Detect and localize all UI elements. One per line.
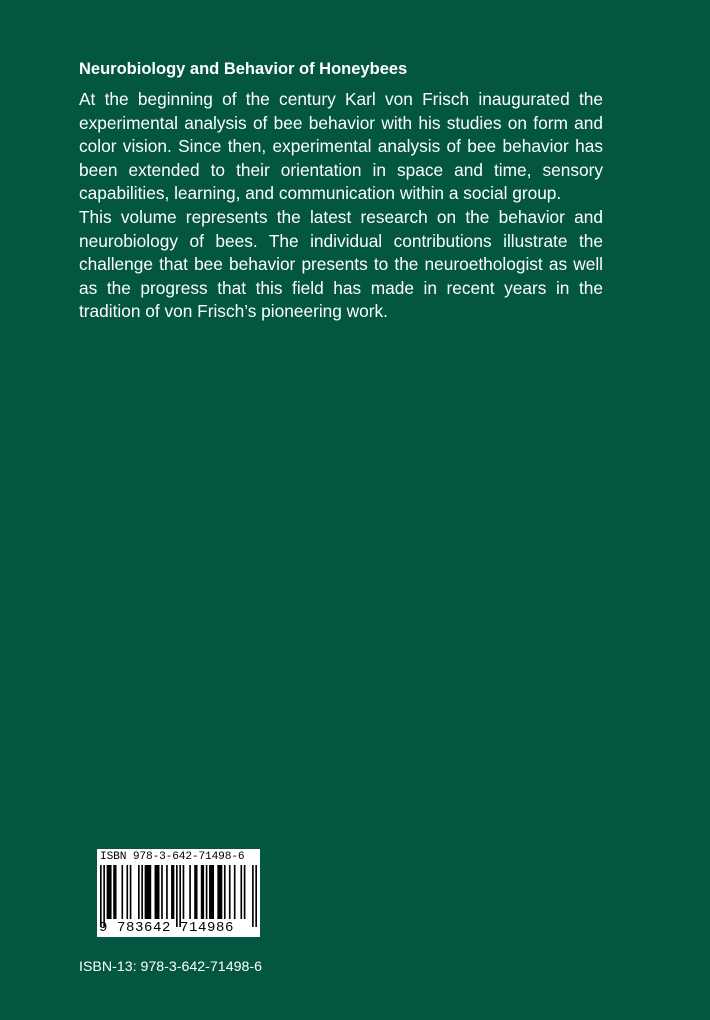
isbn-barcode <box>97 849 260 937</box>
barcode-bar <box>107 865 112 919</box>
blurb <box>79 88 603 324</box>
barcode-bar <box>234 865 236 919</box>
barcode-isbn-label: ISBN 978-3-642-71498-6 <box>100 851 245 863</box>
barcode-bar <box>121 865 123 919</box>
blurb-paragraph-2: This volume represents the latest research on the behavior and neurobiology of bees. The individual contributions illustrate the challenge that bee behavior presents to the neuroethologist as well as the progress that this field has made in recent years in the tradition of von Frisch’s pioneering work. <box>79 206 603 322</box>
barcode-bar <box>171 865 174 919</box>
barcode-bar <box>155 865 160 919</box>
barcode-bars <box>100 865 257 919</box>
barcode-bar <box>201 865 204 919</box>
barcode-digits: 9 783642 714986 <box>99 920 235 936</box>
barcode-bar <box>176 865 178 927</box>
isbn-13-text: ISBN-13: 978-3-642-71498-6 <box>79 959 262 975</box>
barcode-bar <box>252 865 254 927</box>
barcode-bar <box>217 865 222 919</box>
barcode-bar <box>240 865 242 919</box>
barcode-bar <box>255 865 257 927</box>
barcode-bar <box>113 865 116 919</box>
barcode-bar <box>126 865 128 919</box>
barcode-bar <box>189 865 191 919</box>
blurb-paragraph-1: At the beginning of the century Karl von Frisch inaugurated the experimental analysis of bee behavior with his studies on form and color vision. Since then, experimental analysis of bee behavior has been extended to their orientation in space and time, sensory capabilities, learning, and communication within a social group. <box>79 89 603 204</box>
barcode-bar <box>206 865 208 919</box>
barcode-bar <box>166 865 168 919</box>
barcode-bar <box>145 865 152 919</box>
barcode-bar <box>130 865 132 919</box>
barcode-bar <box>209 865 214 919</box>
barcode-bar <box>141 865 143 919</box>
barcode-bar <box>244 865 246 919</box>
barcode-bar <box>194 865 197 919</box>
book-title: Neurobiology and Behavior of Honeybees <box>79 60 408 78</box>
barcode-bar <box>100 865 102 927</box>
barcode-bar <box>161 865 163 919</box>
barcode-bar <box>224 865 226 919</box>
barcode-bar <box>183 865 185 919</box>
barcode-bar <box>229 865 231 919</box>
barcode-bar <box>138 865 140 919</box>
barcode-bar <box>103 865 105 927</box>
barcode-bar <box>179 865 181 927</box>
